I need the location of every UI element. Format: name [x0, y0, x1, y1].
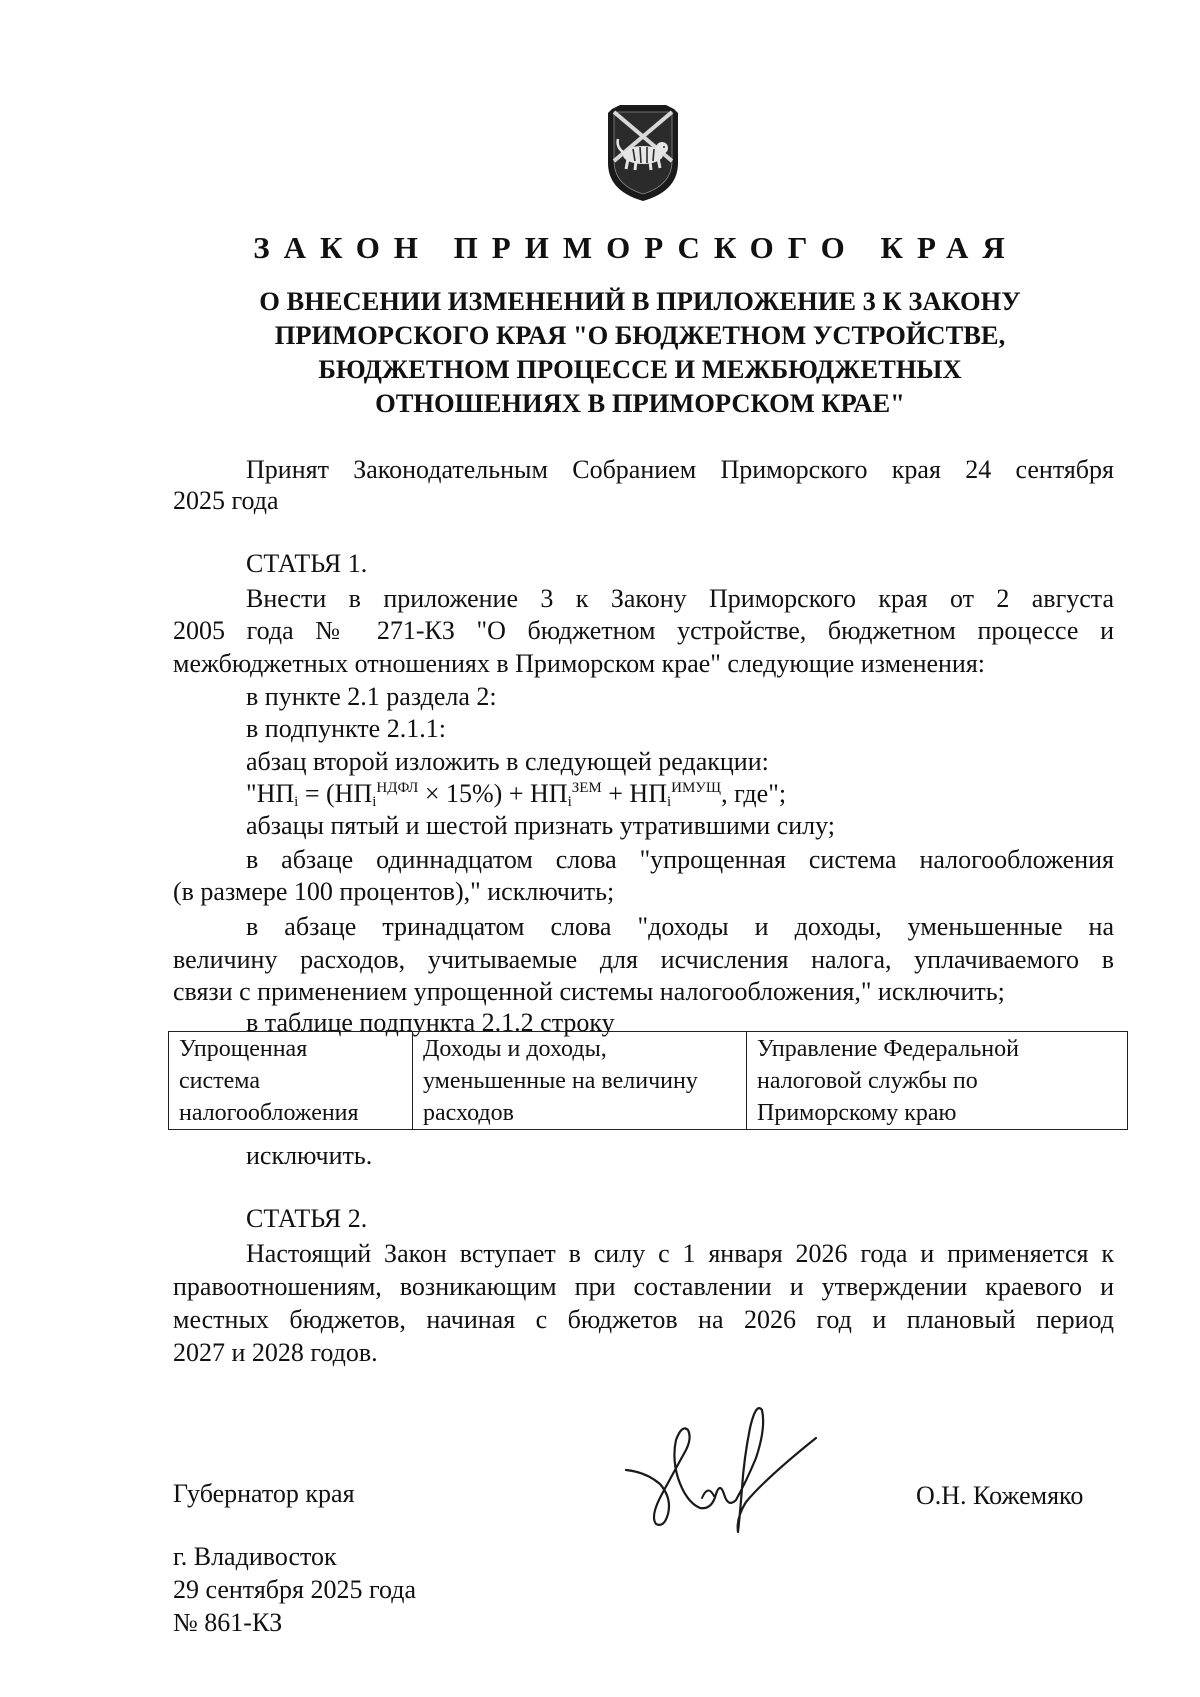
repeal-text: абзацы пятый и шестой признать утратившими силу;: [246, 811, 835, 840]
article-2-line: местных бюджетов, начиная с бюджетов на 2026 год и плановый период: [173, 1305, 1114, 1334]
thirteenth-paragraph-line: связи с применением упрощенной системы налогообложения," исключить;: [173, 977, 1005, 1006]
table-row: [169, 1032, 1128, 1130]
subtitle-line: БЮДЖЕТНОМ ПРОЦЕССЕ И МЕЖБЮДЖЕТНЫХ: [318, 354, 962, 384]
subtitle-line: ПРИМОРСКОГО КРАЯ "О БЮДЖЕТНОМ УСТРОЙСТВЕ,: [274, 320, 1006, 350]
governor-title: Губернатор края: [173, 1479, 355, 1508]
formula: "$НП_i = (НП_i^{НДФЛ} \times 15\%) + НП_i^{ЗЕМ} + НП_i^{ИМУЩ}$, где";: [246, 779, 787, 810]
adoption-line-1: Принят Законодательным Собранием Приморского края 24 сентября: [246, 455, 1114, 484]
thirteenth-paragraph-line: величину расходов, учитываемые для исчисления налога, уплачиваемого в: [173, 945, 1114, 974]
article-1-intro-line: межбюджетных отношениях в Приморском крае" следующие изменения:: [173, 649, 986, 678]
table-intro-text: в таблице подпункта 2.1.2 строку: [246, 1008, 615, 1037]
article-1-intro-line: Внести в приложение 3 к Закону Приморского края от 2 августа: [246, 584, 1114, 613]
exclude-text: исключить.: [246, 1141, 373, 1170]
article-1-intro-line: 2005 года № 271-КЗ "О бюджетном устройстве, бюджетном процессе и: [173, 616, 1114, 645]
law-subtitle: [200, 284, 1080, 420]
signature-icon: [616, 1398, 826, 1538]
article-1-heading: СТАТЬЯ 1.: [246, 549, 368, 578]
article-2-line: правоотношениям, возникающим при составлении и утверждении краевого и: [173, 1272, 1114, 1301]
adoption-line-2: 2025 года: [173, 486, 279, 515]
excluded-row-table: [168, 1031, 1128, 1130]
law-title: ЗАКОН ПРИМОРСКОГО КРАЯ: [253, 230, 1019, 265]
date-text: 29 сентября 2025 года: [173, 1575, 417, 1604]
point-text: в пункте 2.1 раздела 2:: [246, 682, 497, 711]
subtitle-line: О ВНЕСЕНИИ ИЗМЕНЕНИЙ В ПРИЛОЖЕНИЕ 3 К ЗАКОНУ: [259, 286, 1021, 316]
article-2-heading: СТАТЬЯ 2.: [246, 1204, 368, 1233]
eleventh-paragraph-line: в абзаце одиннадцатом слова "упрощенная система налогообложения: [246, 845, 1114, 874]
paragraph-edit-text: абзац второй изложить в следующей редакции:: [246, 747, 769, 776]
article-2-line: 2027 и 2028 годов.: [173, 1338, 378, 1367]
thirteenth-paragraph-line: в абзаце тринадцатом слова "доходы и доходы, уменьшенные на: [246, 912, 1114, 941]
law-number: № 861-КЗ: [173, 1608, 283, 1637]
table-cell: Управление Федеральной налоговой службы по Приморскому краю: [747, 1032, 1128, 1130]
eleventh-paragraph-line: (в размере 100 процентов)," исключить;: [173, 877, 615, 906]
table-cell: Доходы и доходы, уменьшенные на величину расходов: [413, 1032, 747, 1130]
subtitle-line: ОТНОШЕНИЯХ В ПРИМОРСКОМ КРАЕ": [375, 388, 905, 418]
subpoint-text: в подпункте 2.1.1:: [246, 714, 446, 743]
article-2-line: Настоящий Закон вступает в силу с 1 января 2026 года и применяется к: [246, 1239, 1114, 1268]
governor-name: О.Н. Кожемяко: [916, 1481, 1084, 1510]
table-cell: Упрощенная система налогообложения: [169, 1032, 413, 1130]
coat-of-arms-icon: [600, 103, 686, 203]
city-text: г. Владивосток: [173, 1542, 337, 1571]
